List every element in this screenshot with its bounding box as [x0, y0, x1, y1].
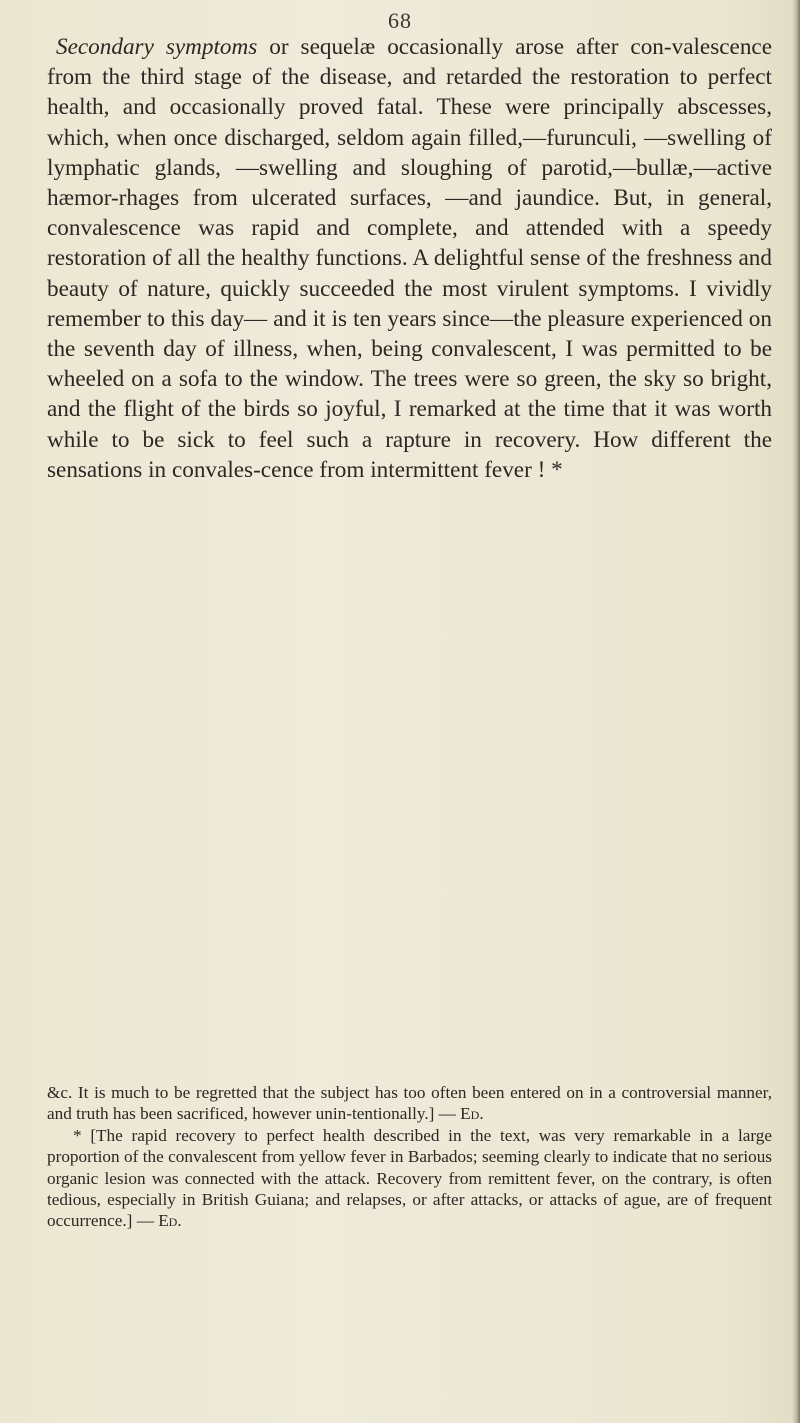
page-edge-shadow: [792, 0, 800, 1423]
footnote-editor: Ed.: [158, 1211, 182, 1231]
footnote-editor: Ed.: [460, 1104, 484, 1124]
footnote-text: * [The rapid recovery to perfect health described in the text, was very remarkable in a large proportion of the convalescent from yellow fever in Barbados; seeming clearly to indicate that no serious organic lesion was connected with the attack. Recovery from remittent fever, on the contrary, is often tedious, especially in British Guiana; and relapses, or after attacks, or attacks of ague, are of frequent occurrence.] —: [47, 1125, 772, 1231]
footnotes: [47, 1082, 772, 1232]
page-number: 68: [388, 8, 412, 33]
footnote-continuation: [47, 1082, 772, 1125]
footnote-asterisk: [47, 1125, 772, 1232]
paragraph-body: or sequelæ occasionally arose after con-valescence from the third stage of the disease, and retarded the restoration to perfect health, and occasionally proved fatal. These were principally abscesses, which, when once discharged, seldom again filled,—furunculi, —swelling of lymphatic glands, —swelling and sloughing of parotid,—bullæ,—active hæmor-rhages from ulcerated surfaces, —and jaundice. But, in general, convalescence was rapid and complete, and attended with a speedy restoration of all the healthy functions. A delightful sense of the freshness and beauty of nature, quickly succeeded the most virulent symptoms. I vividly remember to this day— and it is ten years since—the pleasure experienced on the seventh day of illness, when, being convalescent, I was permitted to be wheeled on a sofa to the window. The trees were so green, the sky so bright, and the flight of the birds so joyful, I remarked at the time that it was worth while to be sick to feel such a rapture in recovery. How different the sensations in convales-cence from intermittent fever ! *: [47, 34, 773, 483]
main-paragraph: [47, 32, 772, 485]
paragraph-lead-italic: Secondary symptoms: [56, 34, 258, 60]
footnote-text: &c. It is much to be regretted that the subject has too often been entered on in a controversial manner, and truth has been sacrificed, however unin-tentionally.] —: [47, 1083, 772, 1124]
